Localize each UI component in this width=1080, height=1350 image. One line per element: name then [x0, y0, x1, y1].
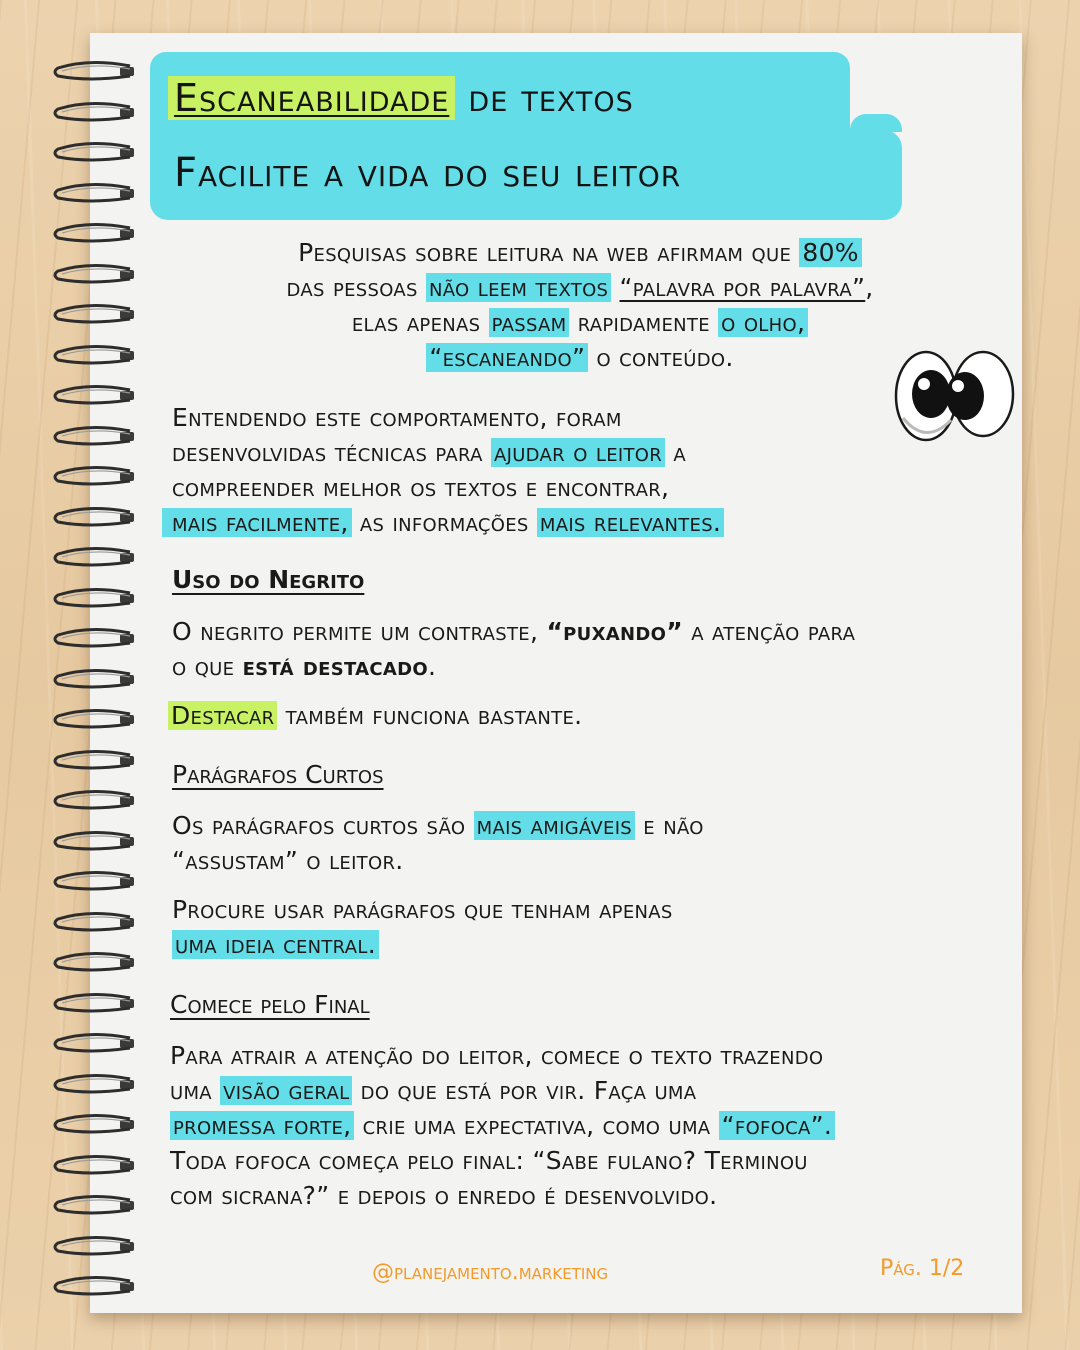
spiral-ring	[50, 627, 138, 649]
spiral-ring	[50, 1073, 138, 1095]
para-highlight: mais facilmente,	[162, 508, 352, 537]
title-highlight: Escaneabilidade	[168, 76, 455, 120]
spiral-ring	[50, 182, 138, 204]
section-heading-final: Comece pelo Final	[170, 990, 370, 1019]
intro-paragraph	[150, 235, 1010, 375]
section-final-text	[170, 1038, 835, 1213]
intro-text	[611, 273, 619, 302]
para-line: Toda fofoca começa pelo final: “Sabe fulano? Terminou	[170, 1146, 808, 1175]
intro-line-2	[150, 270, 1010, 305]
footer-handle: @planejamento.marketing	[372, 1260, 609, 1285]
section-negrito-text	[172, 614, 855, 684]
para-text: .	[427, 652, 437, 681]
para-highlight: visão geral	[220, 1076, 352, 1105]
para-line	[162, 505, 724, 540]
spiral-ring	[50, 263, 138, 285]
section-paragrafos-text	[172, 808, 704, 878]
intro-highlight-80: 80%	[799, 238, 861, 267]
para-text: desenvolvidas técnicas para	[172, 438, 491, 467]
intro-highlight: passam	[489, 308, 570, 337]
spiral-ring	[50, 789, 138, 811]
section-heading-negrito: Uso do Negrito	[172, 565, 365, 594]
para-highlight: mais relevantes.	[537, 508, 724, 537]
intro-highlight: “escaneando”	[426, 343, 588, 372]
intro-text: Pesquisas sobre leitura na web afirmam que	[298, 238, 800, 267]
spiral-ring	[50, 708, 138, 730]
para-line: compreender melhor os textos e encontrar,	[172, 473, 670, 502]
spiral-ring	[50, 546, 138, 568]
spiral-ring	[50, 749, 138, 771]
page-number: Pág. 1/2	[880, 1256, 965, 1281]
para-bold: “puxando”	[546, 617, 683, 646]
spiral-ring	[50, 344, 138, 366]
para-text: crie uma expectativa, como uma	[354, 1111, 719, 1140]
para-text: uma	[170, 1076, 221, 1105]
para-line	[172, 614, 855, 649]
para-text: a	[665, 438, 686, 467]
para-highlight: “fofoca”.	[719, 1111, 835, 1140]
para-line	[172, 649, 855, 684]
para-text: Os parágrafos curtos são	[172, 811, 474, 840]
spiral-ring	[50, 587, 138, 609]
para-text: e não	[635, 811, 704, 840]
para-text: o que	[172, 652, 243, 681]
intro-text: rapidamente	[569, 308, 719, 337]
spiral-ring	[50, 668, 138, 690]
intro-highlight: o olho,	[718, 308, 808, 337]
para-text: também funciona bastante.	[277, 701, 583, 730]
spiral-ring	[50, 1194, 138, 1216]
title-rest: de textos	[455, 76, 634, 120]
spiral-ring	[50, 465, 138, 487]
para-line: “assustam” o leitor.	[172, 846, 404, 875]
intro-text: elas apenas	[351, 308, 489, 337]
intro-highlight: não leem textos	[426, 273, 611, 302]
para-highlight: ajudar o leitor	[491, 438, 665, 467]
technique-paragraph	[172, 400, 724, 540]
spiral-ring	[50, 992, 138, 1014]
para-line	[172, 435, 724, 470]
intro-line-3	[150, 305, 1010, 340]
para-line: com sicrana?” e depois o enredo é desenvolvido.	[170, 1181, 718, 1210]
para-highlight: promessa forte,	[170, 1111, 354, 1140]
spiral-ring	[50, 141, 138, 163]
intro-text: o conteúdo.	[588, 343, 734, 372]
spiral-ring	[50, 222, 138, 244]
spiral-ring	[50, 303, 138, 325]
section-destacar-text	[168, 698, 582, 733]
para-highlight: uma ideia central.	[172, 930, 379, 959]
section-heading-paragrafos: Parágrafos Curtos	[172, 760, 384, 789]
para-line: Para atrair a atenção do leitor, comece o texto trazendo	[170, 1041, 824, 1070]
spiral-ring	[50, 1113, 138, 1135]
cartoon-eyes-icon	[893, 348, 1015, 448]
spiral-ring	[50, 1235, 138, 1257]
spiral-ring	[50, 506, 138, 528]
para-line	[170, 1073, 835, 1108]
para-line: Entendendo este comportamento, foram	[172, 403, 622, 432]
spiral-ring	[50, 870, 138, 892]
para-line	[170, 1108, 835, 1143]
page-subtitle: Facilite a vida do seu leitor	[174, 150, 682, 196]
spiral-ring	[50, 384, 138, 406]
para-text: O negrito permite um contraste,	[172, 617, 547, 646]
intro-line-4	[150, 340, 1010, 375]
intro-line-1	[150, 235, 1010, 270]
para-text: a atenção para	[682, 617, 856, 646]
page-title	[174, 76, 634, 120]
spiral-ring	[50, 1032, 138, 1054]
para-highlight: mais amigáveis	[474, 811, 635, 840]
section-paragrafos-text-2	[172, 892, 673, 962]
intro-text: ,	[865, 273, 874, 302]
spiral-ring	[50, 1275, 138, 1297]
para-text: do que está por vir. Faça uma	[352, 1076, 697, 1105]
intro-underlined: “palavra por palavra”	[619, 273, 866, 302]
spiral-ring	[50, 60, 138, 82]
para-line	[172, 808, 704, 843]
spiral-ring	[50, 951, 138, 973]
intro-text: das pessoas	[286, 273, 426, 302]
para-line: Procure usar parágrafos que tenham apenas	[172, 895, 673, 924]
para-line	[172, 927, 673, 962]
para-text: as informações	[351, 508, 537, 537]
para-bold: está destacado	[242, 652, 428, 681]
spiral-ring	[50, 830, 138, 852]
spiral-ring	[50, 911, 138, 933]
para-highlight-green: Destacar	[168, 701, 277, 730]
spiral-ring	[50, 101, 138, 123]
spiral-ring	[50, 425, 138, 447]
spiral-ring	[50, 1154, 138, 1176]
